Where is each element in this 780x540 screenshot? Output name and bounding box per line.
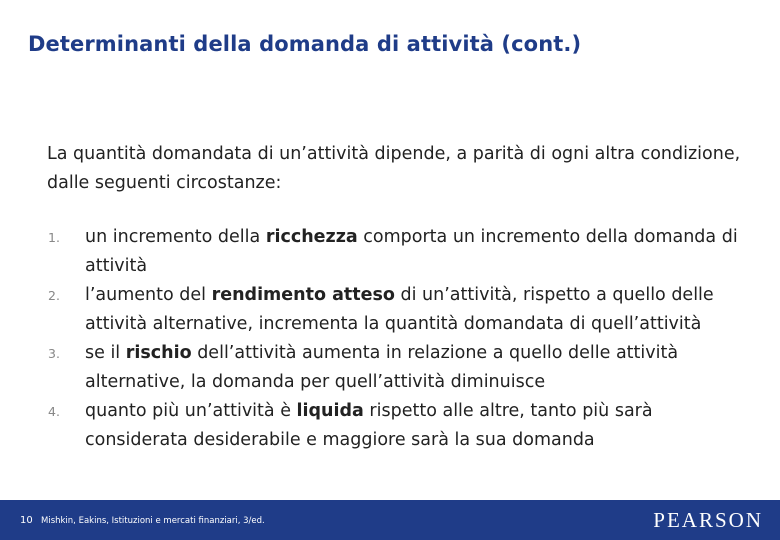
list-keyword: rendimento atteso [211,285,395,305]
list-keyword: ricchezza [265,227,358,247]
list-text: rispetto alle altre, tanto più sarà considerata desiderabile e maggiore sarà la sua domanda [85,401,653,450]
list-number: 3. [48,346,60,361]
page-number: 10 [20,515,33,526]
footer-credit: Mishkin, Eakins, Istituzioni e mercati finanziari, 3/ed. [41,516,265,526]
list-text: dell’attività aumenta in relazione a quello delle attività alternative, la domanda per quell’attività diminuisce [85,343,679,392]
list-text: comporta un incremento della domanda di attività [85,227,738,276]
list-number: 2. [48,288,60,303]
footer-bar [0,500,780,540]
list-text: quanto più un’attività è [85,401,297,421]
determinants-list [0,223,780,455]
list-text: un incremento della [85,227,266,247]
list-item [0,339,780,397]
list-text: se il [85,343,126,363]
list-keyword: liquida [296,401,364,421]
list-item [0,281,780,339]
pearson-logo: PEARSON [653,508,763,532]
slide-title: Determinanti della domanda di attività (cont.) [28,32,582,56]
list-text: di un’attività, rispetto a quello delle attività alternative, incrementa la quantità domandata di quell’attività [85,285,714,334]
list-item [0,397,780,455]
list-keyword: rischio [125,343,192,363]
list-number: 1. [48,230,60,245]
intro-text: La quantità domandata di un’attività dipende, a parità di ogni altra condizione, dalle seguenti circostanze: [47,144,741,193]
list-number: 4. [48,404,60,419]
list-item [0,223,780,281]
list-text: l’aumento del [85,285,212,305]
